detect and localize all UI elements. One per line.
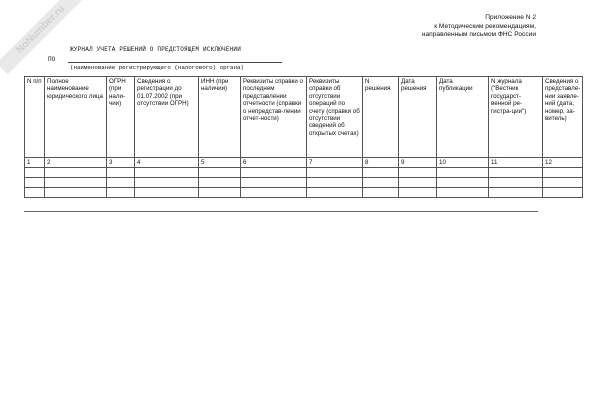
- table-cell: [199, 178, 241, 188]
- column-number: 5: [199, 158, 241, 168]
- column-number: 1: [25, 158, 45, 168]
- journal-title: ЖУРНАЛ УЧЕТА РЕШЕНИЙ О ПРЕДСТОЯЩЕМ ИСКЛЮЧЕНИИ: [70, 46, 242, 53]
- po-label: ПО: [48, 56, 56, 63]
- header-cell: Полное наименование юридического лица: [45, 77, 107, 158]
- table-cell: [107, 188, 135, 198]
- table-cell: [25, 188, 45, 198]
- column-number: 6: [241, 158, 307, 168]
- table-cell: [489, 178, 543, 188]
- table-cell: [489, 188, 543, 198]
- table-cell: [241, 168, 307, 178]
- table-cell: [437, 178, 489, 188]
- table-cell: [25, 168, 45, 178]
- table-cell: [399, 168, 437, 178]
- header-cell: ИНН (при наличии): [199, 77, 241, 158]
- appendix-line-3: направленным письмом ФНС России: [421, 31, 536, 39]
- column-number-row: [25, 158, 583, 168]
- appendix-line-2: к Методическим рекомендациям,: [434, 22, 536, 30]
- table-cell: [399, 178, 437, 188]
- table-row: [25, 178, 583, 188]
- column-number: 3: [107, 158, 135, 168]
- table-cell: [199, 168, 241, 178]
- table-cell: [543, 188, 583, 198]
- table-cell: [489, 168, 543, 178]
- header-cell: ОГРН (при нали-чии): [107, 77, 135, 158]
- header-cell: Реквизиты справки об отсутствии операций по счету (справки об отсутствии сведений об открытых счетах): [307, 77, 363, 158]
- column-number: 12: [543, 158, 583, 168]
- table-cell: [307, 188, 363, 198]
- appendix-line-1: Приложение N 2: [485, 14, 536, 21]
- table-cell: [135, 188, 199, 198]
- header-cell: Сведения о регистрации до 01.07.2002 (при отсутствии ОГРН): [135, 77, 199, 158]
- table-cell: [399, 188, 437, 198]
- table-cell: [135, 178, 199, 188]
- org-caption: (наименование регистрирующего (налогового) органа): [70, 64, 244, 71]
- header-cell: Дата публикации: [437, 77, 489, 158]
- table-cell: [307, 178, 363, 188]
- appendix-note: [422, 14, 536, 40]
- watermark: NoNumber.ru: [0, 0, 86, 75]
- table-cell: [241, 188, 307, 198]
- header-cell: Реквизиты справки о последнем представлении отчетности (справки о непредстав-лении отчет-ности): [241, 77, 307, 158]
- column-number: 4: [135, 158, 199, 168]
- column-number: 9: [399, 158, 437, 168]
- table-cell: [241, 178, 307, 188]
- header-row: [25, 77, 583, 158]
- table-cell: [307, 168, 363, 178]
- table-cell: [107, 178, 135, 188]
- table-cell: [199, 188, 241, 198]
- column-number: 11: [489, 158, 543, 168]
- table-cell: [45, 178, 107, 188]
- table-cell: [363, 178, 399, 188]
- column-number: 2: [45, 158, 107, 168]
- table-cell: [363, 188, 399, 198]
- table-cell: [45, 188, 107, 198]
- table-cell: [543, 168, 583, 178]
- header-cell: N журнала ("Вестник государст-венной ре-гистра-ции"): [489, 77, 543, 158]
- header-cell: N решения: [363, 77, 399, 158]
- header-cell: Дата решения: [399, 77, 437, 158]
- table-cell: [437, 168, 489, 178]
- table-cell: [363, 168, 399, 178]
- column-number: 7: [307, 158, 363, 168]
- table-row: [25, 188, 583, 198]
- header-cell: Сведения о представле-нии заявле-ний (дата, номер, за-витель): [543, 77, 583, 158]
- org-name-line: [68, 62, 282, 63]
- table-cell: [135, 168, 199, 178]
- journal-table: [24, 76, 583, 198]
- table-cell: [107, 168, 135, 178]
- table-row: [25, 168, 583, 178]
- table-cell: [437, 188, 489, 198]
- column-number: 8: [363, 158, 399, 168]
- bottom-rule: [24, 211, 538, 212]
- column-number: 10: [437, 158, 489, 168]
- header-cell: N п/п: [25, 77, 45, 158]
- table-cell: [45, 168, 107, 178]
- table-cell: [543, 178, 583, 188]
- table-cell: [25, 178, 45, 188]
